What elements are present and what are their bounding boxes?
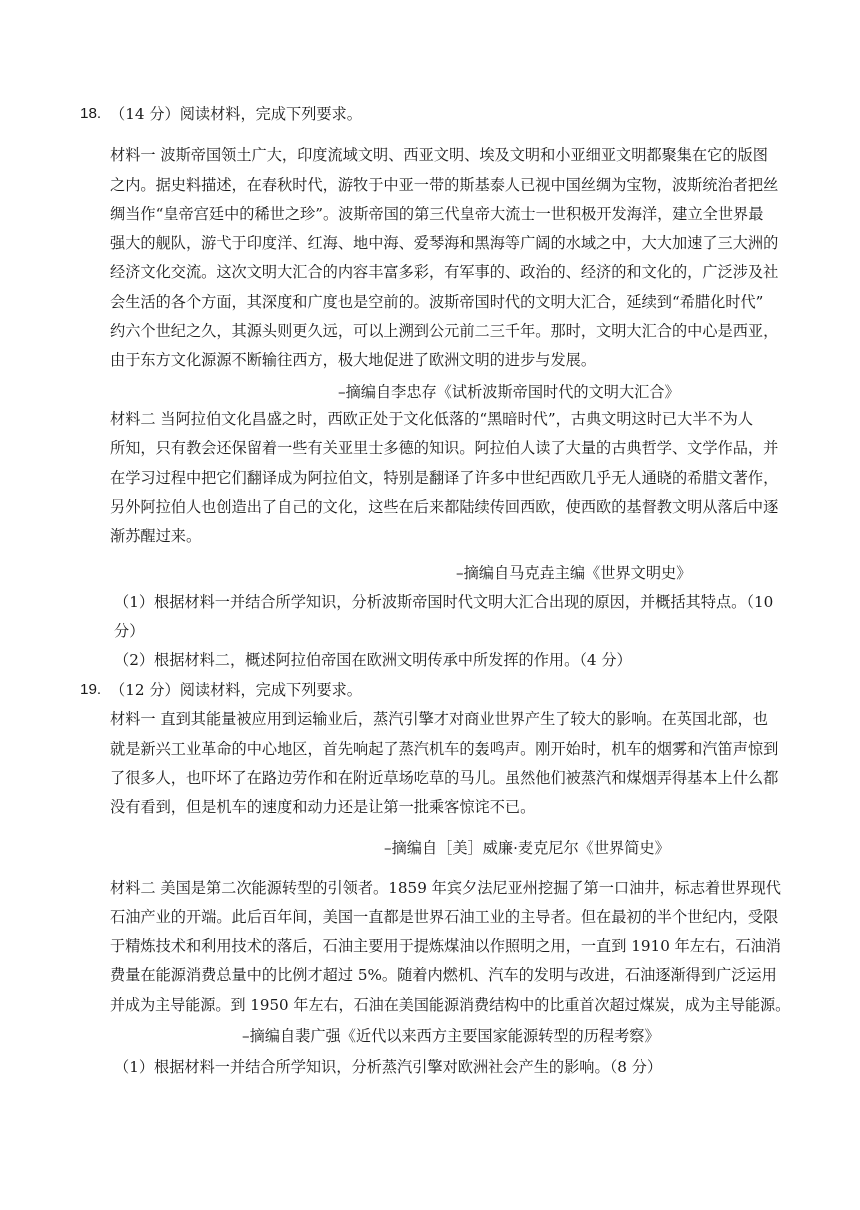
q19-material-1-line: 没有看到，但是机车的速度和动力还是让第一批乘客惊诧不已。 [110,798,536,816]
q19-material-2-line: 材料二 美国是第二次能源转型的引领者。1859 年宾夕法尼亚州挖掘了第一口油井，标志着世界现代 [110,879,781,897]
q19-material-2-line: 并成为主导能源。到 1950 年左右，石油在美国能源消费结构中的比重首次超过煤炭，成为主导能源。 [110,996,791,1014]
q18-subquestion-1-continued: 分） [114,622,145,640]
q18-material-2-line: 材料二 当阿拉伯文化昌盛之时，西欧正处于文化低落的“黑暗时代”，古典文明这时已大半不为人 [110,410,754,428]
q18-material-1-line: 材料一 波斯帝国领土广大，印度流域文明、西亚文明、埃及文明和小亚细亚文明都聚集在它的版图 [110,146,768,164]
question-18-header: （14 分）阅读材料，完成下列要求。 [110,105,362,123]
q18-material-1-line: 经济文化交流。这次文明大汇合的内容丰富多彩，有军事的、政治的、经济的和文化的，广泛涉及社 [110,263,779,281]
q19-material-2-source: –摘编自裴广强《近代以来西方主要国家能源转型的历程考察》 [242,1027,660,1045]
q18-material-2-source: –摘编自马克垚主编《世界文明史》 [456,564,692,582]
q18-material-1-line: 会生活的各个方面，其深度和广度也是空前的。波斯帝国时代的文明大汇合，延续到“希腊化时代” [110,293,764,311]
q18-material-1-line: 绸当作“皇帝宫廷中的稀世之珍”。波斯帝国的第三代皇帝大流士一世积极开发海洋，建立全世界最 [110,205,764,223]
question-19-header: （12 分）阅读材料，完成下列要求。 [110,681,362,699]
q18-material-1-line: 由于东方文化源源不断输往西方，极大地促进了欧洲文明的进步与发展。 [110,351,596,369]
q18-material-1-line: 约六个世纪之久，其源头则更久远，可以上溯到公元前二三千年。那时，文明大汇合的中心是西亚， [110,322,779,340]
q19-material-2-line: 费量在能源消费总量中的比例才超过 5%。随着内燃机、汽车的发明与改进，石油逐渐得到广泛运用 [110,966,777,984]
question-18-number: 18. [80,105,102,122]
q18-material-2-line: 另外阿拉伯人也创造出了自己的文化，这些在后来都陆续传回西欧，使西欧的基督教文明从落后中逐 [110,498,779,516]
q18-material-1-line: 之内。据史料描述，在春秋时代，游牧于中亚一带的斯基泰人已视中国丝绸为宝物，波斯统治者把丝 [110,176,779,194]
q19-material-1-line: 材料一 直到其能量被应用到运输业后，蒸汽引擎才对商业世界产生了较大的影响。在英国北部，也 [110,710,768,728]
q18-material-1-source: –摘编自李忠存《试析波斯帝国时代的文明大汇合》 [338,383,680,401]
q18-material-1-line: 强大的舰队，游弋于印度洋、红海、地中海、爱琴海和黑海等广阔的水域之中，大大加速了三大洲的 [110,234,779,252]
q19-subquestion-1: （1）根据材料一并结合所学知识，分析蒸汽引擎对欧洲社会产生的影响。（8 分） [114,1058,663,1076]
q19-material-2-line: 于精炼技术和利用技术的落后，石油主要用于提炼煤油以作照明之用，一直到 1910 年左右，石油消 [110,937,781,955]
question-19-number: 19. [80,681,102,698]
q18-material-2-line: 渐苏醒过来。 [110,527,202,545]
q19-material-1-source: –摘编自［美］威廉·麦克尼尔《世界简史》 [384,839,670,857]
q18-subquestion-1: （1）根据材料一并结合所学知识，分析波斯帝国时代文明大汇合出现的原因，并概括其特点。（10 [114,593,774,611]
q18-material-2-line: 所知，只有教会还保留着一些有关亚里士多德的知识。阿拉伯人读了大量的古典哲学、文学作品，并 [110,439,779,457]
q18-subquestion-2: （2）根据材料二，概述阿拉伯帝国在欧洲文明传承中所发挥的作用。（4 分） [114,651,632,669]
q19-material-1-line: 就是新兴工业革命的中心地区，首先响起了蒸汽机车的轰鸣声。刚开始时，机车的烟雾和汽笛声惊到 [110,740,779,758]
q19-material-1-line: 了很多人，也吓坏了在路边劳作和在附近草场吃草的马儿。虽然他们被蒸汽和煤烟弄得基本上什么都 [110,769,779,787]
q19-material-2-line: 石油产业的开端。此后百年间，美国一直都是世界石油工业的主导者。但在最初的半个世纪内，受限 [110,908,779,926]
q18-material-2-line: 在学习过程中把它们翻译成为阿拉伯文，特别是翻译了许多中世纪西欧几乎无人通晓的希腊文著作， [110,469,779,487]
